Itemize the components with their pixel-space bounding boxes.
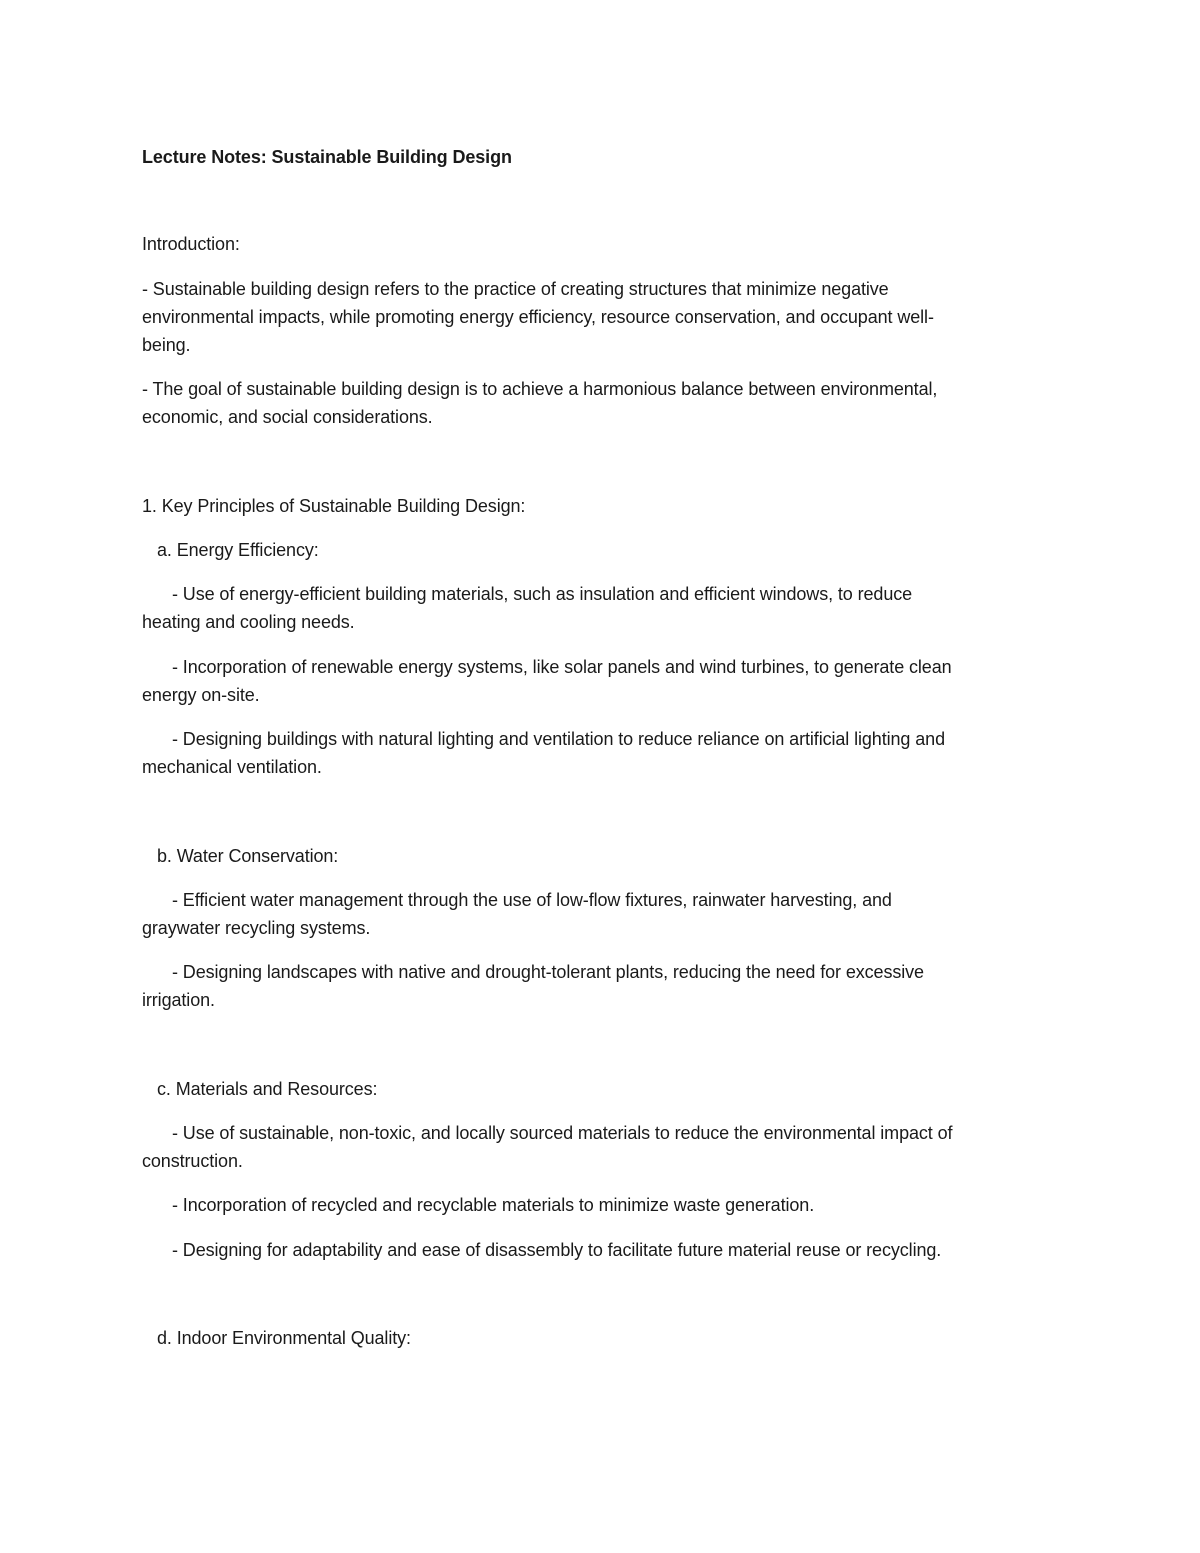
list-item-a2-line-2: energy on-site.	[142, 685, 260, 705]
intro-heading: Introduction:	[142, 234, 240, 254]
subsection-c-heading: c. Materials and Resources:	[157, 1079, 378, 1099]
intro-paragraph-1-line-3: being.	[142, 335, 191, 355]
list-item-a2-line-1: - Incorporation of renewable energy systems, like solar panels and wind turbines, to generate clean	[172, 657, 952, 677]
intro-paragraph-1-line-1: - Sustainable building design refers to the practice of creating structures that minimize negative	[142, 279, 889, 299]
list-item-c3-line-1: - Designing for adaptability and ease of disassembly to facilitate future material reuse or recycling.	[172, 1240, 942, 1260]
intro-paragraph-2-line-2: economic, and social considerations.	[142, 407, 433, 427]
list-item-b1-line-2: graywater recycling systems.	[142, 918, 371, 938]
subsection-b-heading: b. Water Conservation:	[157, 846, 339, 866]
intro-paragraph-2-line-1: - The goal of sustainable building design is to achieve a harmonious balance between environmental,	[142, 379, 938, 399]
list-item-b2-line-1: - Designing landscapes with native and drought-tolerant plants, reducing the need for excessive	[172, 962, 924, 982]
list-item-a3-line-2: mechanical ventilation.	[142, 757, 322, 777]
document-title: Lecture Notes: Sustainable Building Design	[142, 147, 512, 167]
list-item-a1-line-1: - Use of energy-efficient building materials, such as insulation and efficient windows, to reduce	[172, 584, 913, 604]
list-item-b1-line-1: - Efficient water management through the use of low-flow fixtures, rainwater harvesting, and	[172, 890, 892, 910]
list-item-c1-line-2: construction.	[142, 1151, 243, 1171]
subsection-d-heading: d. Indoor Environmental Quality:	[157, 1328, 411, 1348]
list-item-c2-line-1: - Incorporation of recycled and recyclable materials to minimize waste generation.	[172, 1195, 815, 1215]
list-item-b2-line-2: irrigation.	[142, 990, 215, 1010]
intro-paragraph-1-line-2: environmental impacts, while promoting energy efficiency, resource conservation, and occupant well-	[142, 307, 934, 327]
list-item-a1-line-2: heating and cooling needs.	[142, 612, 355, 632]
subsection-a-heading: a. Energy Efficiency:	[157, 540, 319, 560]
section-1-heading: 1. Key Principles of Sustainable Building Design:	[142, 496, 526, 516]
list-item-c1-line-1: - Use of sustainable, non-toxic, and locally sourced materials to reduce the environmental impact of	[172, 1123, 953, 1143]
list-item-a3-line-1: - Designing buildings with natural lighting and ventilation to reduce reliance on artificial lighting and	[172, 729, 945, 749]
